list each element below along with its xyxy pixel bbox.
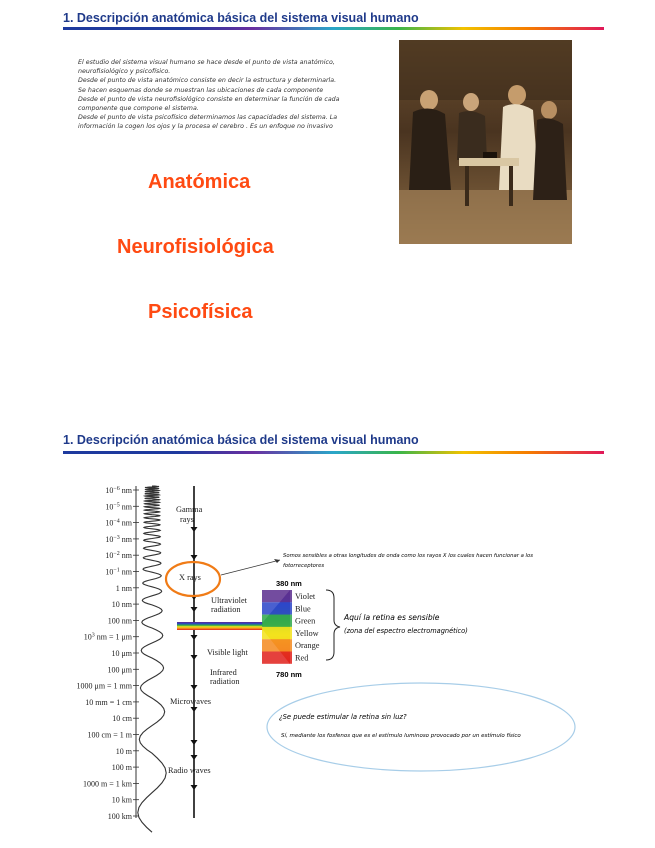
band-arrowhead — [191, 755, 198, 760]
question-bubble — [267, 683, 575, 771]
label-uv-1: Ultraviolet — [211, 596, 247, 605]
scale-label: 10 μm — [111, 649, 132, 658]
label-ir-1: Infrared — [210, 668, 237, 677]
keyword-anatomica: Anatómica — [148, 171, 251, 193]
scale-label: 100 cm = 1 m — [87, 730, 132, 740]
band-arrowhead — [191, 740, 198, 745]
color-band-label: Blue — [295, 604, 311, 614]
scale-label: 10 mm = 1 cm — [85, 697, 132, 707]
label-ir-2: radiation — [210, 677, 240, 686]
color-band — [262, 590, 292, 602]
label-380nm: 380 nm — [276, 579, 302, 588]
band-arrowhead — [191, 707, 198, 712]
retina-bracket — [326, 590, 340, 660]
band-arrowhead — [191, 607, 198, 612]
scale-label: 10 nm — [111, 600, 132, 610]
paragraph-line: componente que compone el sistema. — [78, 105, 199, 113]
label-visible: Visible light — [207, 648, 248, 657]
scale-label: 100 nm — [107, 616, 132, 626]
slide2-title-rule — [63, 451, 604, 454]
scale-label: 10 km — [111, 795, 132, 805]
band-arrowhead — [191, 527, 198, 532]
band-arrowhead — [191, 635, 198, 640]
paragraph-line: Desde el punto de vista neurofisiológico consiste en determinar la función de cada — [78, 95, 340, 103]
paragraph-line: Desde el punto de vista anatómico consiste en decir la estructura y determinarla. — [78, 77, 337, 85]
scale-label: 1 nm — [115, 583, 132, 593]
color-band — [262, 602, 292, 614]
sepia-photo-icon — [399, 40, 572, 244]
retina-note-line-2: (zona del espectro electromagnético) — [344, 627, 468, 635]
color-band — [262, 615, 292, 627]
label-uv-2: radiation — [211, 605, 241, 614]
label-gamma-2: rays — [180, 515, 194, 524]
color-band-label: Red — [295, 653, 309, 663]
band-arrowhead — [191, 655, 198, 660]
label-xrays: X rays — [179, 573, 201, 582]
color-band-label: Yellow — [295, 628, 319, 638]
visible-beam — [177, 622, 263, 630]
color-band-label: Orange — [295, 641, 320, 651]
paragraph-line: El estudio del sistema visual humano se hace desde el punto de vista anatómico, — [78, 59, 335, 66]
slide1-paragraph — [78, 58, 362, 132]
question-text: ¿Se puede estimular la retina sin luz? — [279, 713, 407, 721]
xrays-note-pointer — [221, 560, 280, 575]
scale-label: 1000 μm = 1 mm — [76, 681, 132, 691]
color-band-label: Green — [295, 616, 316, 626]
color-band — [262, 639, 292, 651]
slide2-title: 1. Descripción anatómica básica del sistema visual humano — [63, 433, 419, 447]
scale-label: $10^{-6}$ nm — [105, 486, 132, 495]
label-radio: Radio waves — [168, 766, 211, 775]
xrays-note-line-2: fotorreceptores — [283, 563, 325, 569]
color-band — [262, 652, 292, 664]
electromagnetic-spectrum-diagram — [0, 470, 655, 840]
paragraph-line: Se hacen esquemas donde se muestran las ubicaciones de cada componente — [78, 86, 324, 94]
color-bands — [262, 590, 320, 664]
retina-note-line-1: Aquí la retina es sensible — [344, 613, 440, 622]
scale-label: 10 m — [115, 746, 132, 756]
scale-label: 10 cm — [112, 714, 132, 724]
slide1-title-rule — [63, 27, 604, 30]
band-arrowhead — [191, 685, 198, 690]
label-microwaves: Microwaves — [170, 697, 212, 706]
wave-line — [138, 486, 166, 832]
scale-label: $10^{-2}$ nm — [105, 551, 132, 561]
label-gamma-1: Gamma — [176, 505, 203, 514]
label-780nm: 780 nm — [276, 670, 302, 679]
color-band — [262, 627, 292, 639]
xrays-note-line-1: Somos sensibles a otras longitudes de onda como los rayos X los cuales hacen funcionar a los — [283, 553, 533, 559]
color-band-label: Violet — [295, 592, 316, 601]
scale-label: 100 m — [111, 763, 132, 773]
band-arrowhead — [191, 555, 198, 560]
slide1-title: 1. Descripción anatómica básica del sistema visual humano — [63, 11, 419, 25]
keyword-psicofisica: Psicofísica — [148, 301, 253, 323]
paragraph-line: Desde el punto de vista psicofísico determinamos las capacidades del sistema. La — [78, 114, 338, 122]
scale-label: 100 μm — [107, 665, 132, 675]
scale-label: 1000 m = 1 km — [83, 779, 132, 789]
scale-label: $10^3$ nm = 1 μm — [83, 632, 132, 642]
scale-label: $10^{-1}$ nm — [105, 567, 132, 577]
band-arrowhead — [191, 785, 198, 790]
scale-label: 100 km — [107, 812, 132, 821]
answer-text: Sí, mediante los fosfenos que es el estímulo luminoso provocado por un estímulo físico — [281, 733, 521, 739]
scale-label: $10^{-4}$ nm — [105, 518, 132, 528]
scale-label: $10^{-5}$ nm — [105, 502, 132, 512]
scale-labels — [77, 486, 139, 821]
scale-label: $10^{-3}$ nm — [105, 534, 132, 544]
paragraph-line: neurofisiológico y psicofísico. — [78, 68, 171, 76]
paragraph-line: información la cogen los ojos y la procesa el cerebro . Es un enfoque no invasivo — [78, 123, 333, 131]
keyword-neurofisiologica: Neurofisiológica — [117, 236, 274, 258]
